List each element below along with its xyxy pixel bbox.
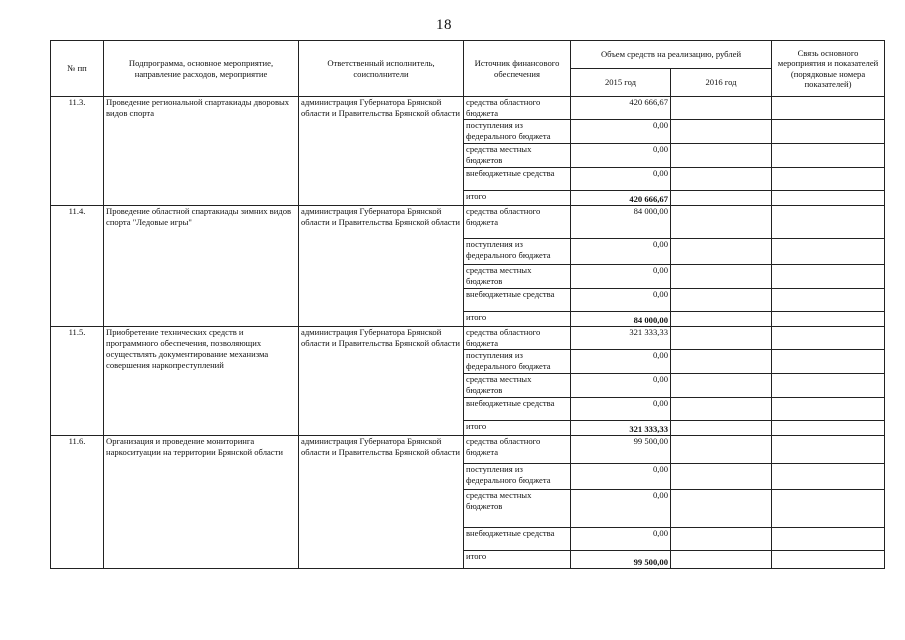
funding-source: средства местных бюджетов bbox=[464, 265, 571, 289]
amount-2015: 0,00 bbox=[571, 239, 671, 265]
indicator-link bbox=[772, 289, 885, 312]
funding-source: средства областного бюджета bbox=[464, 97, 571, 120]
amount-2016 bbox=[671, 551, 772, 569]
funding-source: средства областного бюджета bbox=[464, 327, 571, 350]
table-row bbox=[51, 97, 885, 120]
amount-2016 bbox=[671, 168, 772, 191]
header-executor: Ответственный исполнитель, соисполнители bbox=[299, 41, 464, 97]
amount-2016 bbox=[671, 239, 772, 265]
amount-2016 bbox=[671, 327, 772, 350]
funding-source: внебюджетные средства bbox=[464, 289, 571, 312]
amount-2015: 0,00 bbox=[571, 289, 671, 312]
amount-2015: 321 333,33 bbox=[571, 327, 671, 350]
amount-2015: 0,00 bbox=[571, 144, 671, 168]
row-number: 11.4. bbox=[51, 206, 104, 327]
amount-2015: 0,00 bbox=[571, 168, 671, 191]
indicator-link bbox=[772, 206, 885, 239]
amount-2015: 84 000,00 bbox=[571, 206, 671, 239]
header-source: Источник финансового обеспечения bbox=[464, 41, 571, 97]
amount-2015: 321 333,33 bbox=[571, 421, 671, 436]
table-row bbox=[51, 327, 885, 350]
amount-2016 bbox=[671, 528, 772, 551]
amount-2016 bbox=[671, 265, 772, 289]
funding-source: итого bbox=[464, 312, 571, 327]
indicator-link bbox=[772, 144, 885, 168]
funding-source: итого bbox=[464, 551, 571, 569]
responsible-executor: администрация Губернатора Брянской области и Правительства Брянской области bbox=[299, 436, 464, 569]
amount-2016 bbox=[671, 436, 772, 464]
indicator-link bbox=[772, 528, 885, 551]
program-activity: Приобретение технических средств и программного обеспечения, позволяющих осуществлять документирование механизма совершения наркопреступлений bbox=[104, 327, 299, 436]
indicator-link bbox=[772, 398, 885, 421]
indicator-link bbox=[772, 97, 885, 120]
amount-2016 bbox=[671, 398, 772, 421]
amount-2016 bbox=[671, 312, 772, 327]
program-activity: Проведение областной спартакиады зимних видов спорта "Ледовые игры" bbox=[104, 206, 299, 327]
funding-source: средства местных бюджетов bbox=[464, 144, 571, 168]
amount-2015: 0,00 bbox=[571, 265, 671, 289]
amount-2015: 0,00 bbox=[571, 490, 671, 528]
funding-source: средства областного бюджета bbox=[464, 206, 571, 239]
amount-2015: 0,00 bbox=[571, 350, 671, 374]
table-row bbox=[51, 206, 885, 239]
header-link: Связь основного мероприятия и показателей (порядковые номера показателей) bbox=[772, 41, 885, 97]
funding-source: внебюджетные средства bbox=[464, 398, 571, 421]
responsible-executor: администрация Губернатора Брянской области и Правительства Брянской области bbox=[299, 97, 464, 206]
indicator-link bbox=[772, 312, 885, 327]
table-row bbox=[51, 436, 885, 464]
indicator-link bbox=[772, 120, 885, 144]
indicator-link bbox=[772, 551, 885, 569]
amount-2016 bbox=[671, 464, 772, 490]
indicator-link bbox=[772, 374, 885, 398]
amount-2015: 0,00 bbox=[571, 374, 671, 398]
program-activity: Проведение региональной спартакиады дворовых видов спорта bbox=[104, 97, 299, 206]
funding-source: итого bbox=[464, 191, 571, 206]
funding-source: средства областного бюджета bbox=[464, 436, 571, 464]
amount-2015: 420 666,67 bbox=[571, 191, 671, 206]
indicator-link bbox=[772, 350, 885, 374]
amount-2015: 0,00 bbox=[571, 464, 671, 490]
program-activity: Организация и проведение мониторинга наркоситуации на территории Брянской области bbox=[104, 436, 299, 569]
budget-table bbox=[50, 40, 885, 569]
indicator-link bbox=[772, 421, 885, 436]
header-year-2016: 2016 год bbox=[671, 69, 772, 97]
amount-2015: 0,00 bbox=[571, 398, 671, 421]
amount-2015: 0,00 bbox=[571, 528, 671, 551]
header-volume: Объем средств на реализацию, рублей bbox=[571, 41, 772, 69]
row-number: 11.5. bbox=[51, 327, 104, 436]
indicator-link bbox=[772, 436, 885, 464]
amount-2016 bbox=[671, 97, 772, 120]
indicator-link bbox=[772, 191, 885, 206]
amount-2015: 420 666,67 bbox=[571, 97, 671, 120]
row-number: 11.6. bbox=[51, 436, 104, 569]
funding-source: внебюджетные средства bbox=[464, 528, 571, 551]
header-year-2015: 2015 год bbox=[571, 69, 671, 97]
funding-source: поступления из федерального бюджета bbox=[464, 464, 571, 490]
amount-2016 bbox=[671, 350, 772, 374]
amount-2015: 99 500,00 bbox=[571, 551, 671, 569]
funding-source: итого bbox=[464, 421, 571, 436]
responsible-executor: администрация Губернатора Брянской области и Правительства Брянской области bbox=[299, 206, 464, 327]
header-program: Подпрограмма, основное мероприятие, направление расходов, мероприятие bbox=[104, 41, 299, 97]
amount-2015: 99 500,00 bbox=[571, 436, 671, 464]
amount-2016 bbox=[671, 374, 772, 398]
amount-2016 bbox=[671, 191, 772, 206]
funding-source: средства местных бюджетов bbox=[464, 490, 571, 528]
page-number: 18 bbox=[436, 17, 452, 33]
funding-source: средства местных бюджетов bbox=[464, 374, 571, 398]
indicator-link bbox=[772, 239, 885, 265]
funding-source: внебюджетные средства bbox=[464, 168, 571, 191]
funding-source: поступления из федерального бюджета bbox=[464, 239, 571, 265]
row-number: 11.3. bbox=[51, 97, 104, 206]
amount-2015: 84 000,00 bbox=[571, 312, 671, 327]
amount-2016 bbox=[671, 120, 772, 144]
amount-2015: 0,00 bbox=[571, 120, 671, 144]
amount-2016 bbox=[671, 144, 772, 168]
funding-source: поступления из федерального бюджета bbox=[464, 120, 571, 144]
indicator-link bbox=[772, 327, 885, 350]
indicator-link bbox=[772, 168, 885, 191]
header-num: № пп bbox=[51, 41, 104, 97]
indicator-link bbox=[772, 490, 885, 528]
indicator-link bbox=[772, 265, 885, 289]
amount-2016 bbox=[671, 421, 772, 436]
amount-2016 bbox=[671, 490, 772, 528]
indicator-link bbox=[772, 464, 885, 490]
funding-source: поступления из федерального бюджета bbox=[464, 350, 571, 374]
amount-2016 bbox=[671, 289, 772, 312]
table-body bbox=[51, 97, 885, 569]
responsible-executor: администрация Губернатора Брянской области и Правительства Брянской области bbox=[299, 327, 464, 436]
amount-2016 bbox=[671, 206, 772, 239]
